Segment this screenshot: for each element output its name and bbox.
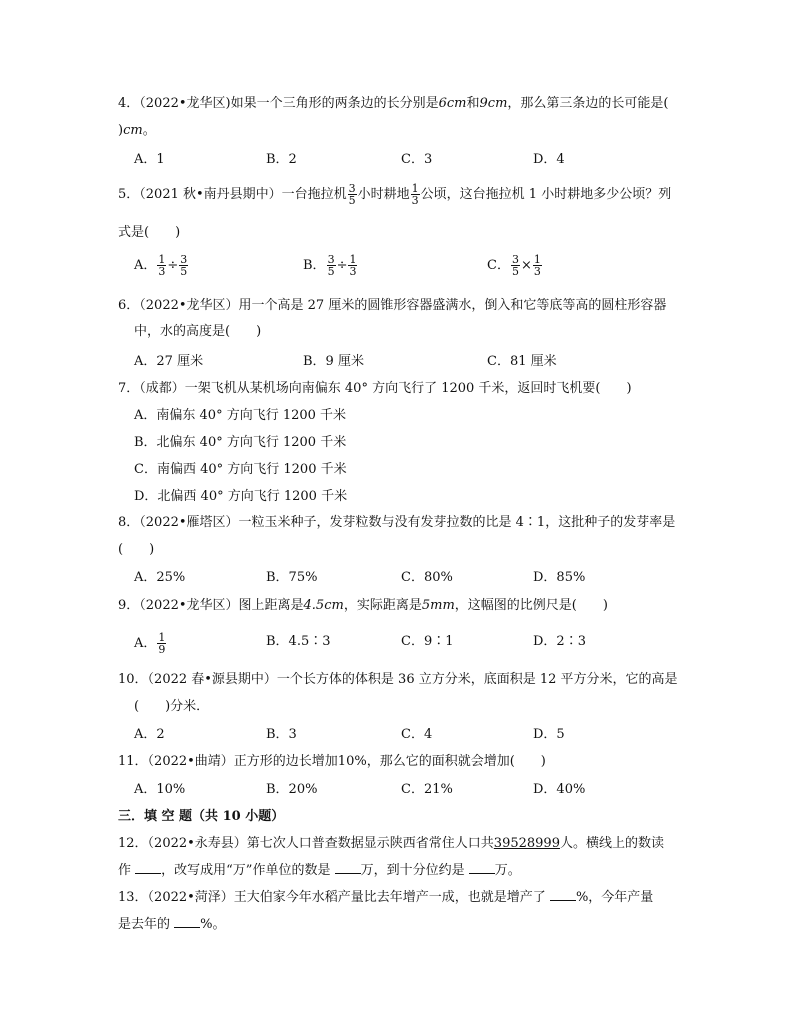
question-4-line-2 (118, 121, 156, 141)
q13-text-b: %，今年产量 (575, 890, 654, 905)
q7-option-c[interactable]: C．南偏西 40° 方向飞行 1200 千米 (134, 462, 347, 477)
q5-f1-den: 5 (348, 194, 356, 207)
q5-optC-label: C． (487, 258, 510, 273)
q5-option-b[interactable] (303, 254, 358, 277)
q12-blank-1[interactable] (135, 861, 161, 874)
q4-text-d: 。 (142, 123, 156, 138)
q11-option-c[interactable]: C．21% (401, 782, 453, 797)
q8-option-d[interactable]: D．85% (533, 570, 586, 585)
q12-text-f: 万。 (494, 863, 521, 878)
question-8-line-2: ( ) (118, 542, 155, 557)
question-12-line-1 (118, 834, 664, 854)
q5-option-a[interactable] (134, 254, 189, 277)
question-13-line-1 (118, 888, 653, 908)
q9-optA-num: 1 (158, 631, 166, 644)
q5-optC-op: × (520, 258, 532, 273)
q9-optA-label: A． (134, 636, 157, 651)
q9-text-b: ，实际距离是 (343, 598, 422, 613)
q9-value-2: 5mm (421, 598, 455, 613)
q5-option-c[interactable] (487, 254, 543, 277)
q12-blank-2[interactable] (335, 861, 361, 874)
q5-fraction-1 (348, 183, 357, 206)
q7-option-a[interactable]: A．南偏东 40° 方向飞行 1200 千米 (134, 408, 347, 423)
q5-optC-d1: 5 (511, 265, 519, 278)
q11-option-b[interactable]: B．20% (266, 782, 318, 797)
q6-option-b[interactable]: B．9 厘米 (303, 354, 364, 369)
q5-optC-frac-2 (533, 254, 542, 277)
q6-option-c[interactable]: C．81 厘米 (487, 354, 557, 369)
q10-option-a[interactable]: A．2 (134, 727, 165, 742)
q11-option-d[interactable]: D．40% (533, 782, 586, 797)
q10-option-d[interactable]: D．5 (533, 727, 565, 742)
q13-blank-2[interactable] (174, 915, 200, 928)
q9-text-c: ，这幅图的比例尺是( ) (454, 598, 608, 613)
question-5-line-1 (118, 183, 671, 206)
q4-text-c: ) (118, 123, 124, 138)
q5-optB-n2: 1 (349, 253, 357, 266)
q5-f1-num: 3 (348, 182, 356, 195)
q5-prefix: 5．（2021 秋•南丹县期中）一台拖拉机 (118, 187, 347, 202)
q4-value-2: 9cm (479, 96, 508, 111)
q5-f2-num: 1 (411, 182, 419, 195)
q4-option-d[interactable]: D．4 (533, 152, 565, 167)
q9-optA-den: 9 (158, 643, 166, 656)
question-11-line-1: 11．（2022•曲靖）正方形的边长增加10%，那么它的面积就会增加( ) (118, 754, 546, 769)
q9-option-d[interactable]: D．2∶3 (533, 634, 586, 649)
q8-option-b[interactable]: B．75% (266, 570, 318, 585)
q5-optC-d2: 3 (533, 265, 541, 278)
question-5-line-2: 式是( ) (118, 225, 181, 240)
question-10-line-1: 10．（2022 春•源县期中）一个长方体的体积是 36 立方分米，底面积是 12 平方分米，它的高是 (118, 672, 678, 687)
q12-text-c: 作 (118, 863, 132, 878)
q5-optA-frac-2 (179, 254, 188, 277)
q5-fraction-2 (411, 183, 420, 206)
q9-option-a[interactable] (134, 632, 167, 655)
q5-optC-n1: 3 (511, 253, 519, 266)
q5-optB-d2: 3 (349, 265, 357, 278)
q5-optA-n2: 3 (180, 253, 188, 266)
q5-f2-den: 3 (411, 194, 419, 207)
q8-option-a[interactable]: A．25% (134, 570, 186, 585)
question-8-line-1: 8．（2022•雁塔区）一粒玉米种子，发芽粒数与没有发芽拉数的比是 4∶1，这批种子的发芽率是 (118, 515, 676, 530)
q4-option-c[interactable]: C．3 (401, 152, 433, 167)
q5-optA-op: ÷ (167, 258, 179, 273)
q4-unit: cm (123, 123, 143, 138)
q5-optA-d1: 3 (158, 265, 166, 278)
q5-optA-label: A． (134, 258, 157, 273)
q12-text-e: 万，到十分位约是 (360, 863, 465, 878)
q5-optB-frac-2 (348, 254, 357, 277)
question-7-line-1: 7．（成都）一架飞机从某机场向南偏东 40° 方向飞行了 1200 千米，返回时飞机要( ) (118, 381, 632, 396)
q4-text-mid: 和 (466, 96, 480, 111)
q12-underlined-number: 39528999 (493, 836, 560, 851)
q10-option-b[interactable]: B．3 (266, 727, 297, 742)
q5-optA-frac-1 (157, 254, 166, 277)
q5-optB-d1: 5 (327, 265, 335, 278)
q5-optC-n2: 1 (533, 253, 541, 266)
q5-optB-op: ÷ (336, 258, 348, 273)
q7-option-b[interactable]: B．北偏东 40° 方向飞行 1200 千米 (134, 435, 347, 450)
q8-option-c[interactable]: C．80% (401, 570, 453, 585)
q13-text-a: 13．（2022•菏泽）王大伯家今年水稻产量比去年增产一成，也就是增产了 (118, 890, 546, 905)
q5-suffix: 公顷，这台拖拉机 1 小时耕地多少公顷？列 (420, 187, 672, 202)
q9-option-b[interactable]: B．4.5∶3 (266, 634, 331, 649)
q4-text-b: ，那么第三条边的长可能是( (507, 96, 669, 111)
q6-option-a[interactable]: A．27 厘米 (134, 354, 204, 369)
q9-text-a: 9．（2022•龙华区）图上距离是 (118, 598, 304, 613)
q9-option-c[interactable]: C．9∶1 (401, 634, 454, 649)
q12-blank-3[interactable] (469, 861, 495, 874)
question-6-line-1: 6．（2022•龙华区）用一个高是 27 厘米的圆锥形容器盛满水，倒入和它等底等高的圆柱形容器 (118, 298, 667, 313)
q5-optA-d2: 5 (180, 265, 188, 278)
q12-text-d: ，改写成用“万”作单位的数是 (161, 863, 331, 878)
section-3-heading: 三．填 空 题（共 10 小题） (118, 809, 285, 824)
q4-value-1: 6cm (438, 96, 467, 111)
q4-option-b[interactable]: B．2 (266, 152, 297, 167)
q5-optB-n1: 3 (327, 253, 335, 266)
question-4-line-1 (118, 94, 668, 114)
question-6-line-2: 中，水的高度是( ) (134, 324, 262, 339)
q4-option-a[interactable]: A．1 (134, 152, 165, 167)
q7-option-d[interactable]: D．北偏西 40° 方向飞行 1200 千米 (134, 489, 348, 504)
q9-value-1: 4.5cm (303, 598, 344, 613)
q13-blank-1[interactable] (550, 888, 576, 901)
q5-optB-label: B． (303, 258, 326, 273)
q13-text-d: %。 (200, 917, 226, 932)
q5-mid: 小时耕地 (357, 187, 410, 202)
q13-text-c: 是去年的 (118, 917, 171, 932)
q5-optC-frac-1 (511, 254, 520, 277)
question-9-line-1 (118, 596, 608, 616)
q12-text-b: 人。横线上的数读 (559, 836, 664, 851)
q11-option-a[interactable]: A．10% (134, 782, 186, 797)
question-10-line-2: ( )分米． (134, 699, 210, 714)
q9-optA-frac (157, 632, 166, 655)
q10-option-c[interactable]: C．4 (401, 727, 433, 742)
q12-text-a: 12．（2022•永寿县）第七次人口普查数据显示陕西省常住人口共 (118, 836, 494, 851)
question-12-line-2 (118, 861, 521, 881)
q4-text-a: 4．（2022•龙华区)如果一个三角形的两条边的长分别是 (118, 96, 439, 111)
q5-optB-frac-1 (327, 254, 336, 277)
question-13-line-2 (118, 915, 226, 935)
q5-optA-n1: 1 (158, 253, 166, 266)
